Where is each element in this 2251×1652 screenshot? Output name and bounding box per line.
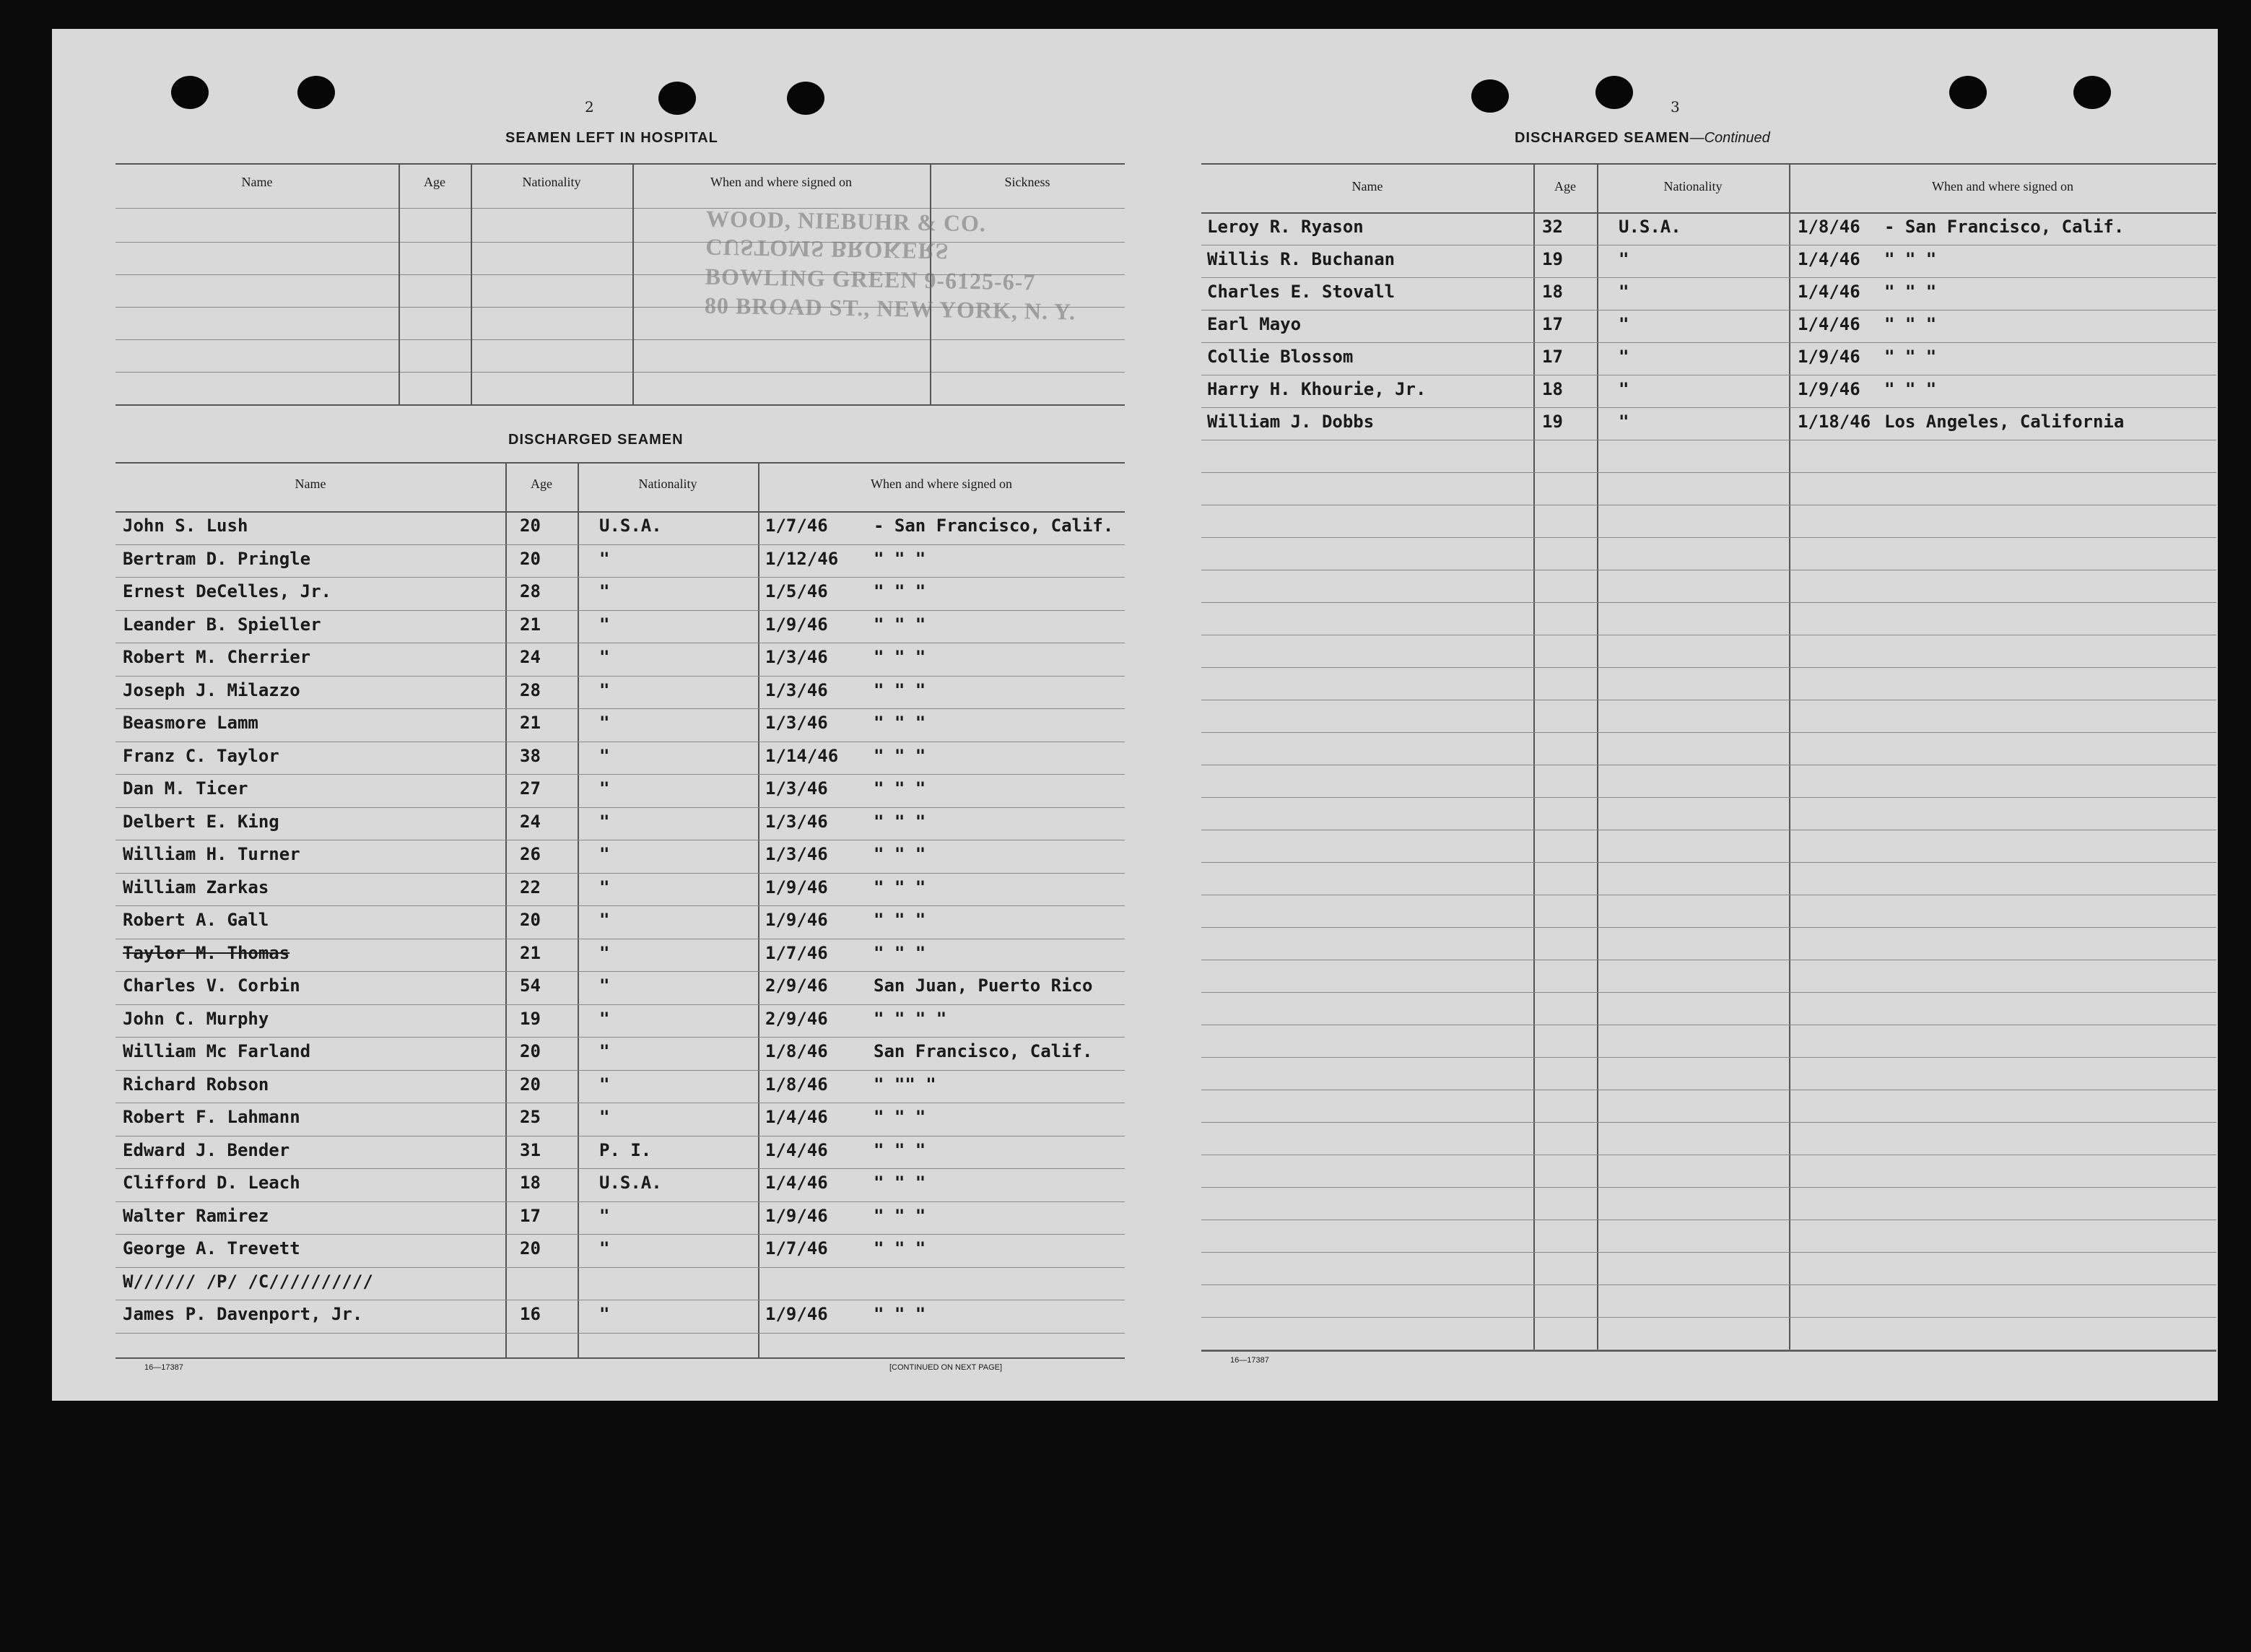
table-row — [116, 711, 1125, 743]
seaman-name: Clifford D. Leach — [123, 1173, 300, 1193]
signed-date: 1/3/46 — [765, 844, 828, 864]
seaman-name: James P. Davenport, Jr. — [123, 1304, 363, 1324]
seaman-nationality: " — [599, 647, 610, 667]
seaman-name: Leander B. Spieller — [123, 614, 321, 635]
seaman-name: Charles V. Corbin — [123, 975, 300, 996]
table-row — [1201, 345, 2216, 377]
seaman-age: 20 — [520, 548, 541, 569]
punch-hole — [297, 76, 335, 109]
seaman-name: Edward J. Bender — [123, 1139, 290, 1160]
table-row — [116, 547, 1125, 579]
seaman-age: 54 — [520, 975, 541, 996]
stamp-line-3: BOWLING GREEN 9-6125-6-7 — [705, 263, 1036, 295]
seaman-nationality: " — [599, 614, 610, 635]
table-row — [116, 645, 1125, 677]
seaman-nationality: " — [599, 942, 610, 963]
seaman-name: Richard Robson — [123, 1074, 269, 1095]
signed-date: 1/9/46 — [1798, 347, 1860, 367]
header-nationality: Nationality — [1663, 179, 1723, 194]
seaman-age: 24 — [520, 811, 541, 832]
signed-date: 1/4/46 — [1798, 314, 1860, 334]
signed-place: " " " — [874, 910, 926, 930]
seaman-nationality: " — [1619, 314, 1629, 334]
hospital-header-age: Age — [424, 175, 445, 189]
seaman-name: William J. Dobbs — [1207, 412, 1375, 432]
table-row — [1201, 313, 2216, 344]
seaman-name: John C. Murphy — [123, 1008, 269, 1029]
seaman-age: 31 — [520, 1139, 541, 1160]
seaman-name: Collie Blossom — [1207, 347, 1354, 367]
table-row — [116, 1237, 1125, 1269]
signed-place: " " " — [874, 1139, 926, 1160]
seaman-age: 20 — [520, 1238, 541, 1258]
table-row — [116, 810, 1125, 842]
table-row — [116, 1007, 1125, 1039]
signed-place: Los Angeles, California — [1884, 412, 2125, 432]
seaman-age: 24 — [520, 647, 541, 667]
signed-date: 2/9/46 — [765, 1008, 828, 1029]
seaman-name: Robert F. Lahmann — [123, 1107, 300, 1127]
table-row — [116, 580, 1125, 612]
signed-date: 1/3/46 — [765, 679, 828, 700]
header-signed: When and where signed on — [871, 477, 1012, 491]
header-name: Name — [295, 477, 326, 491]
seaman-age: 19 — [1542, 249, 1563, 269]
table-row — [1201, 378, 2216, 409]
seaman-nationality: " — [599, 679, 610, 700]
signed-date: 1/9/46 — [765, 877, 828, 897]
seaman-age: 28 — [520, 679, 541, 700]
table-row — [116, 744, 1125, 776]
table-row — [116, 876, 1125, 908]
signed-place: " " " — [874, 745, 926, 766]
signed-date: 1/9/46 — [765, 1205, 828, 1226]
seaman-age: 28 — [520, 581, 541, 601]
seaman-name: Harry H. Khourie, Jr. — [1207, 379, 1427, 399]
seaman-age: 20 — [520, 910, 541, 930]
form-code-right: 16—17387 — [1230, 1356, 1269, 1365]
table-row — [116, 1204, 1125, 1236]
seaman-age: 17 — [1542, 314, 1563, 334]
signed-date: 1/4/46 — [1798, 282, 1860, 302]
table-row — [116, 1303, 1125, 1334]
form-code-left: 16—17387 — [144, 1363, 183, 1372]
signed-place: - San Francisco, Calif. — [1884, 217, 2125, 237]
signed-date: 1/9/46 — [765, 614, 828, 635]
table-row — [116, 514, 1125, 546]
punch-hole — [658, 82, 696, 115]
seaman-nationality: " — [599, 1008, 610, 1029]
seaman-nationality: " — [599, 778, 610, 799]
signed-place: " " " — [874, 778, 926, 799]
seaman-nationality: " — [1619, 379, 1629, 399]
signed-place: " " " — [874, 877, 926, 897]
seaman-nationality: " — [599, 975, 610, 996]
signed-place: " " " — [1884, 282, 1937, 302]
signed-date: 1/7/46 — [765, 516, 828, 536]
continued-note: [CONTINUED ON NEXT PAGE] — [889, 1363, 1003, 1372]
document-scan — [52, 29, 2218, 1401]
signed-place: " " " — [874, 581, 926, 601]
hospital-header-nationality: Nationality — [522, 175, 581, 189]
seaman-nationality: " — [599, 844, 610, 864]
hospital-header-name: Name — [241, 175, 273, 189]
punch-hole — [1471, 79, 1509, 113]
seaman-name: Leroy R. Ryason — [1207, 217, 1364, 237]
punch-hole — [1949, 76, 1987, 109]
punch-hole — [1595, 76, 1633, 109]
seaman-age: 22 — [520, 877, 541, 897]
seaman-nationality: U.S.A. — [1619, 217, 1681, 237]
table-row — [1201, 215, 2216, 247]
seaman-name: Charles E. Stovall — [1207, 282, 1396, 302]
seaman-age: 20 — [520, 1041, 541, 1061]
header-age: Age — [531, 477, 552, 491]
hospital-section-title: SEAMEN LEFT IN HOSPITAL — [505, 130, 718, 146]
signed-place: " " " " — [874, 1008, 947, 1029]
signed-place: " " " — [874, 679, 926, 700]
hospital-header-sickness: Sickness — [1004, 175, 1050, 189]
table-row — [116, 777, 1125, 809]
signed-place: " " " — [874, 1107, 926, 1127]
seaman-name: Robert A. Gall — [123, 910, 269, 930]
header-signed: When and where signed on — [1932, 179, 2073, 194]
seaman-nationality: " — [599, 548, 610, 569]
table-row — [116, 1270, 1125, 1302]
seaman-nationality: " — [599, 1304, 610, 1324]
signed-date: 1/3/46 — [765, 778, 828, 799]
seaman-nationality: U.S.A. — [599, 1173, 662, 1193]
seaman-name: William Zarkas — [123, 877, 269, 897]
seaman-name: Joseph J. Milazzo — [123, 679, 300, 700]
seaman-nationality: " — [1619, 412, 1629, 432]
seaman-age: 32 — [1542, 217, 1563, 237]
table-row — [116, 1073, 1125, 1105]
discharged-section-title: DISCHARGED SEAMEN — [508, 432, 684, 448]
seaman-name: William Mc Farland — [123, 1041, 311, 1061]
signed-date: 1/8/46 — [765, 1074, 828, 1095]
seaman-nationality: " — [1619, 282, 1629, 302]
table-row — [116, 974, 1125, 1006]
signed-date: 1/7/46 — [765, 1238, 828, 1258]
stamp-line-2: CUSTOMS BROKERS — [705, 234, 949, 265]
seaman-age: 16 — [520, 1304, 541, 1324]
signed-place: " " " — [874, 942, 926, 963]
seaman-nationality: " — [1619, 347, 1629, 367]
hospital-header-signed: When and where signed on — [710, 175, 852, 189]
signed-date: 1/4/46 — [1798, 249, 1860, 269]
table-row — [116, 1105, 1125, 1137]
signed-date: 2/9/46 — [765, 975, 828, 996]
stamp-line-4: 80 BROAD ST., NEW YORK, N. Y. — [704, 292, 1076, 325]
signed-date: 1/4/46 — [765, 1173, 828, 1193]
seaman-age: 27 — [520, 778, 541, 799]
seaman-age: 20 — [520, 516, 541, 536]
seaman-name: Franz C. Taylor — [123, 745, 279, 766]
seaman-nationality: " — [599, 910, 610, 930]
seaman-name: W////// /P/ /C////////// — [123, 1271, 373, 1292]
seaman-age: 20 — [520, 1074, 541, 1095]
signed-place: San Francisco, Calif. — [874, 1041, 1093, 1061]
seaman-nationality: P. I. — [599, 1139, 652, 1160]
table-row — [116, 1171, 1125, 1203]
signed-place: " " " — [874, 811, 926, 832]
signed-date: 1/4/46 — [765, 1107, 828, 1127]
seaman-age: 19 — [1542, 412, 1563, 432]
table-row — [116, 679, 1125, 710]
signed-date: 1/18/46 — [1798, 412, 1871, 432]
seaman-age: 18 — [1542, 282, 1563, 302]
seaman-name: George A. Trevett — [123, 1238, 300, 1258]
seaman-name: Ernest DeCelles, Jr. — [123, 581, 331, 601]
signed-date: 1/4/46 — [765, 1139, 828, 1160]
seaman-age: 18 — [1542, 379, 1563, 399]
signed-date: 1/3/46 — [765, 713, 828, 733]
signed-date: 1/5/46 — [765, 581, 828, 601]
seaman-age: 26 — [520, 844, 541, 864]
seaman-nationality: " — [599, 745, 610, 766]
seaman-age: 17 — [1542, 347, 1563, 367]
signed-place: " " " — [874, 614, 926, 635]
seaman-name: Beasmore Lamm — [123, 713, 258, 733]
signed-date: 1/8/46 — [1798, 217, 1860, 237]
seaman-nationality: " — [599, 1041, 610, 1061]
seaman-age: 21 — [520, 614, 541, 635]
signed-date: 1/8/46 — [765, 1041, 828, 1061]
discharged-seamen-continued-table — [1201, 163, 2216, 1353]
table-row — [116, 908, 1125, 940]
signed-date: 1/3/46 — [765, 811, 828, 832]
page-number-right: 3 — [1671, 98, 1680, 116]
signed-place: " " " — [874, 1238, 926, 1258]
seaman-name: Willis R. Buchanan — [1207, 249, 1396, 269]
seaman-name: Robert M. Cherrier — [123, 647, 311, 667]
signed-date: 1/12/46 — [765, 548, 839, 569]
seaman-name: Earl Mayo — [1207, 314, 1302, 334]
signed-date: 1/9/46 — [1798, 379, 1860, 399]
table-row — [1201, 248, 2216, 279]
signed-place: " " " — [874, 1173, 926, 1193]
seaman-nationality: " — [599, 1238, 610, 1258]
header-name: Name — [1351, 179, 1383, 194]
seaman-age: 18 — [520, 1173, 541, 1193]
seaman-name: Bertram D. Pringle — [123, 548, 311, 569]
hospital-table-top — [116, 163, 1125, 165]
seaman-name: Walter Ramirez — [123, 1205, 269, 1226]
header-age: Age — [1554, 179, 1576, 194]
signed-date: 1/7/46 — [765, 942, 828, 963]
seaman-age: 38 — [520, 745, 541, 766]
seaman-name: John S. Lush — [123, 516, 248, 536]
header-nationality: Nationality — [638, 477, 697, 491]
signed-place: " " " — [874, 1304, 926, 1324]
broker-stamp — [705, 204, 1154, 328]
seaman-nationality: " — [599, 1074, 610, 1095]
signed-date: 1/9/46 — [765, 910, 828, 930]
signed-place: " " " — [874, 548, 926, 569]
seaman-age: 17 — [520, 1205, 541, 1226]
signed-place: - San Francisco, Calif. — [874, 516, 1114, 536]
table-row — [116, 942, 1125, 973]
punch-hole — [2073, 76, 2111, 109]
punch-hole — [787, 82, 824, 115]
table-row — [116, 1040, 1125, 1071]
table-row — [1201, 280, 2216, 312]
seaman-name: Dan M. Ticer — [123, 778, 248, 799]
seaman-nationality: " — [1619, 249, 1629, 269]
signed-place: " "" " — [874, 1074, 936, 1095]
seaman-nationality: " — [599, 1107, 610, 1127]
signed-place: San Juan, Puerto Rico — [874, 975, 1093, 996]
signed-place: " " " — [1884, 379, 1937, 399]
stamp-line-1: WOOD, NIEBUHR & CO. — [705, 205, 987, 237]
seaman-age: 21 — [520, 942, 541, 963]
signed-place: " " " — [874, 647, 926, 667]
page-number-left: 2 — [585, 98, 594, 116]
signed-date: 1/14/46 — [765, 745, 839, 766]
seaman-nationality: " — [599, 581, 610, 601]
seaman-age: 21 — [520, 713, 541, 733]
seaman-nationality: " — [599, 1205, 610, 1226]
seaman-name: Taylor M. Thomas — [123, 942, 290, 963]
table-row — [1201, 410, 2216, 442]
signed-place: " " " — [874, 1205, 926, 1226]
seaman-nationality: " — [599, 713, 610, 733]
seaman-nationality: " — [599, 877, 610, 897]
seaman-name: William H. Turner — [123, 844, 300, 864]
signed-place: " " " — [874, 844, 926, 864]
seaman-age: 19 — [520, 1008, 541, 1029]
punch-hole — [171, 76, 209, 109]
signed-place: " " " — [874, 713, 926, 733]
table-row — [116, 843, 1125, 874]
signed-date: 1/3/46 — [765, 647, 828, 667]
table-row — [116, 613, 1125, 645]
table-row — [116, 1139, 1125, 1170]
seaman-nationality: U.S.A. — [599, 516, 662, 536]
signed-place: " " " — [1884, 347, 1937, 367]
signed-date: 1/9/46 — [765, 1304, 828, 1324]
seaman-name: Delbert E. King — [123, 811, 279, 832]
seaman-age: 25 — [520, 1107, 541, 1127]
discharged-continued-title: DISCHARGED SEAMEN—Continued — [1515, 130, 1770, 146]
signed-place: " " " — [1884, 314, 1937, 334]
discharged-seamen-table — [116, 462, 1125, 1359]
signed-place: " " " — [1884, 249, 1937, 269]
seaman-nationality: " — [599, 811, 610, 832]
